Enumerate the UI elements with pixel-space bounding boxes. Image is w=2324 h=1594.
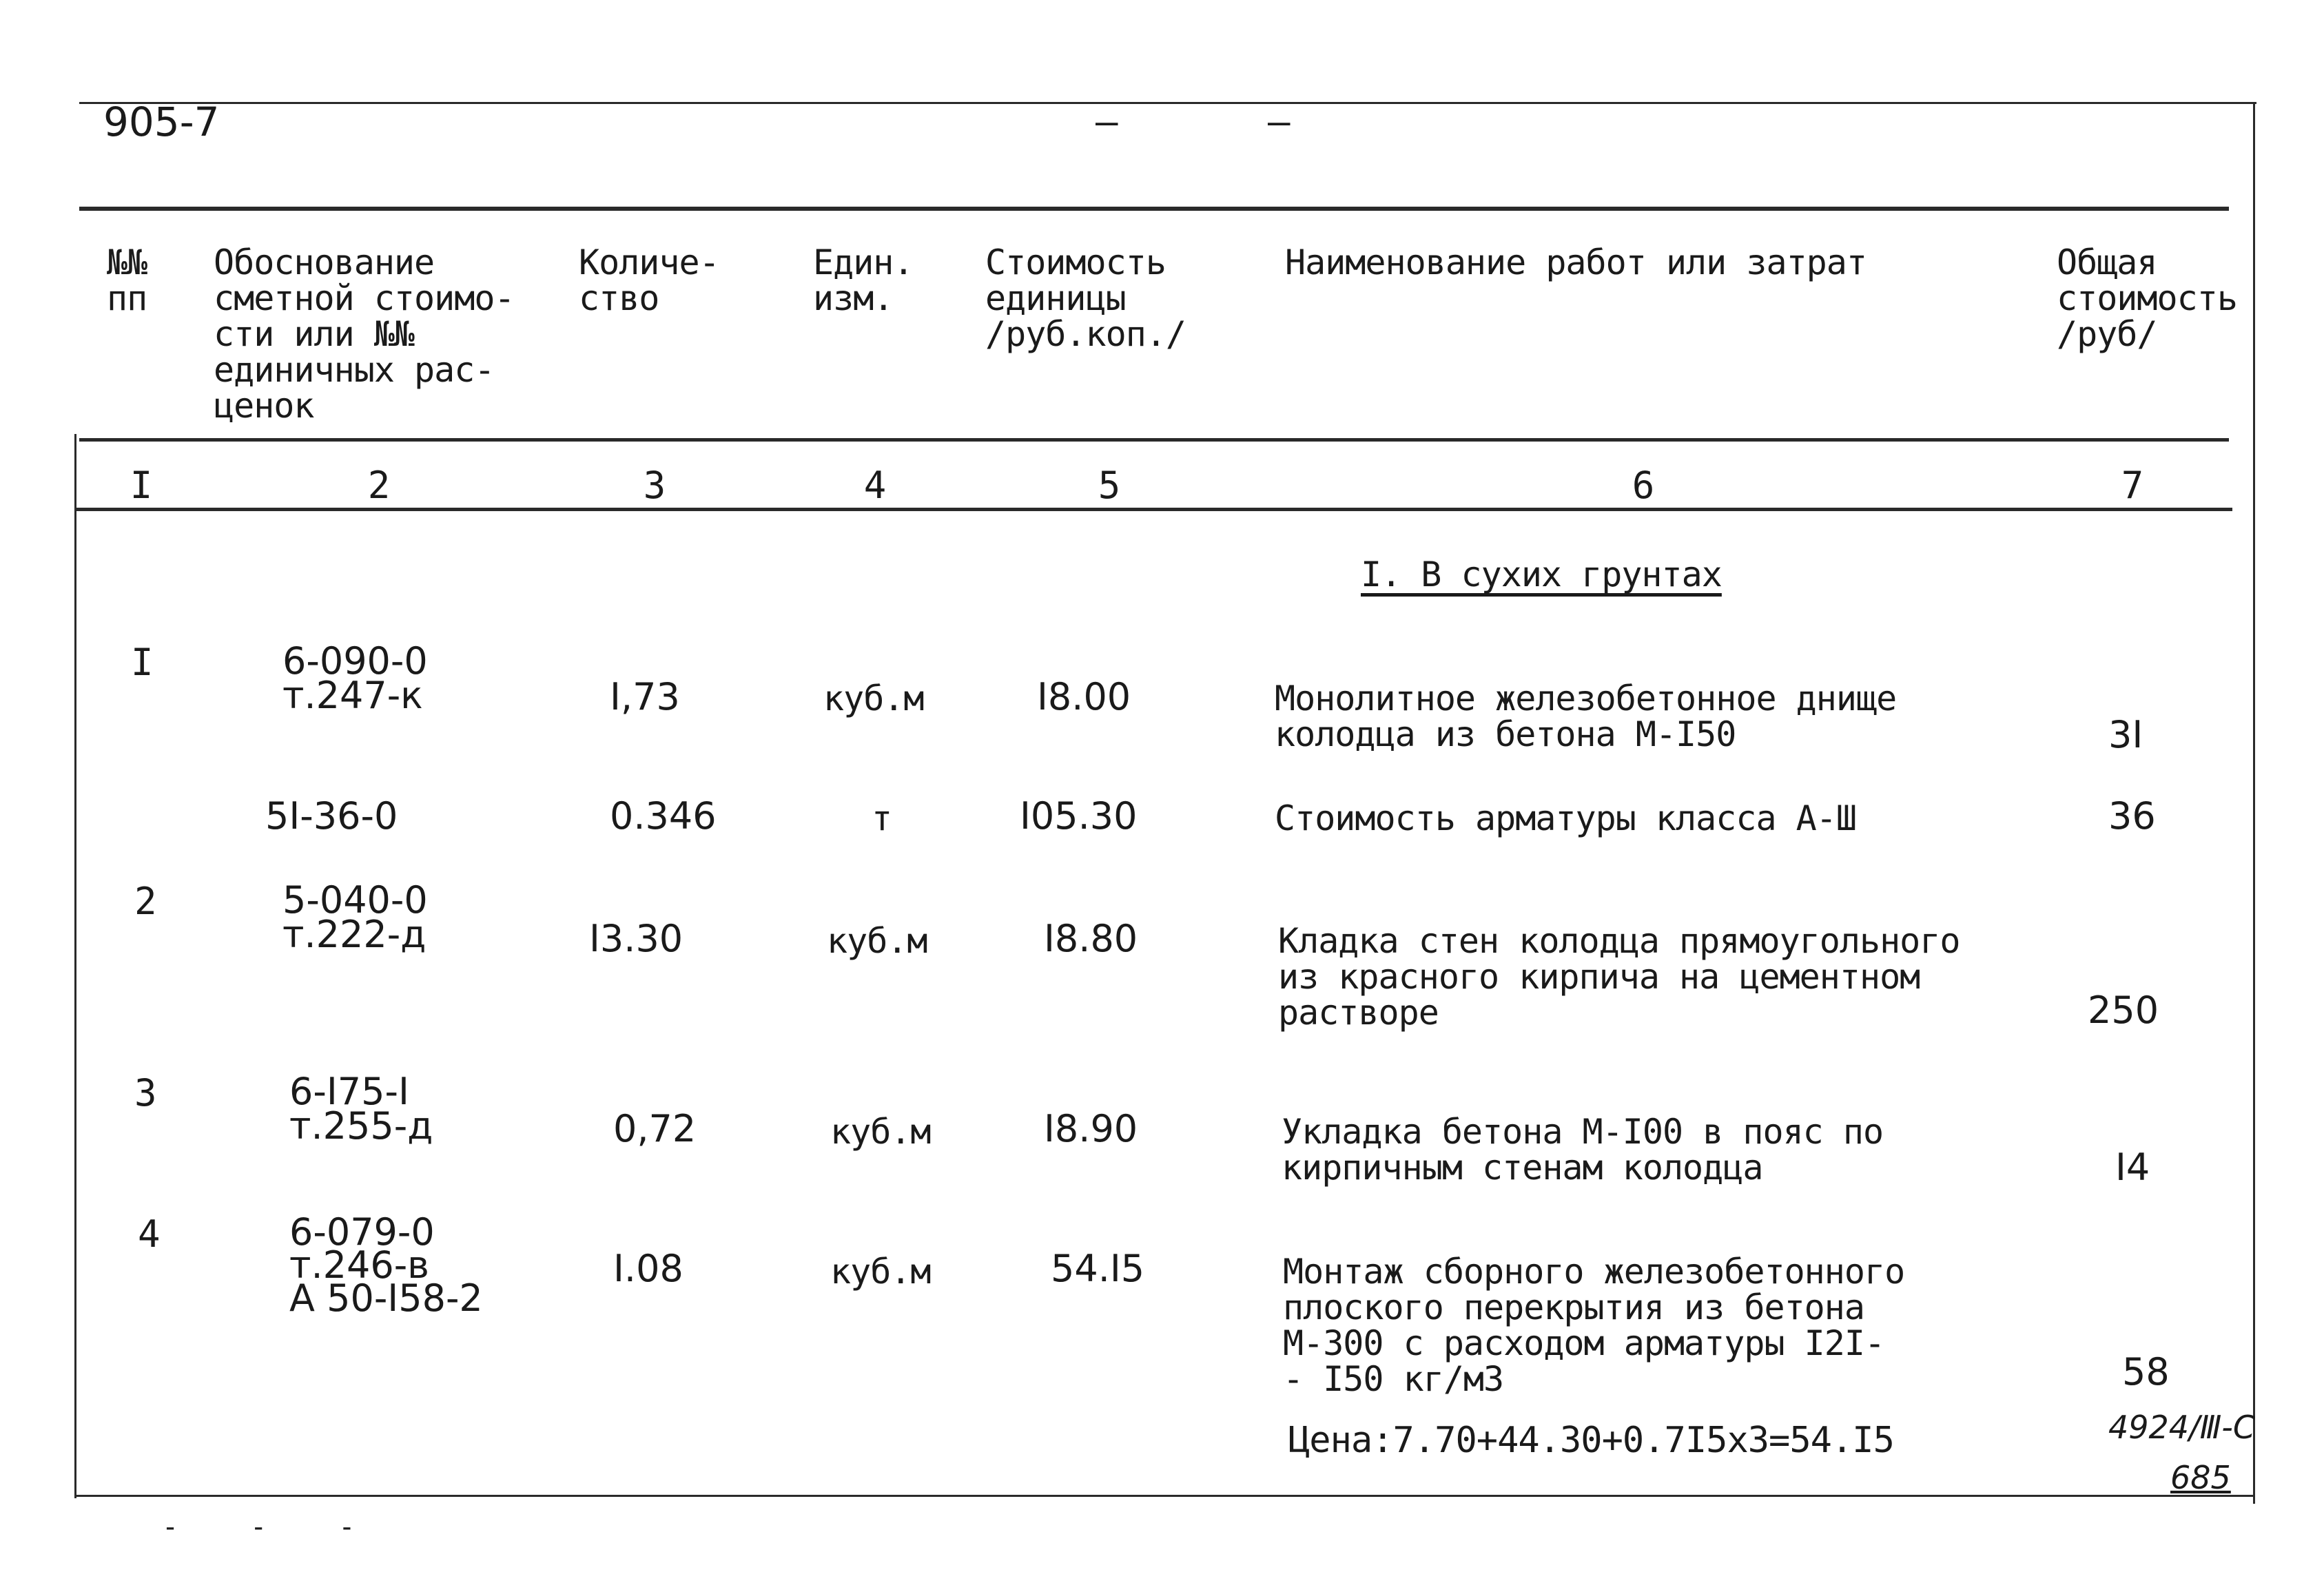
doc-code: 905-7 bbox=[103, 99, 220, 145]
col-number-2: 2 bbox=[367, 464, 391, 507]
row-1-unit: куб.м bbox=[823, 679, 924, 718]
bottom-border bbox=[76, 1495, 2253, 1497]
row-1-ref: 6-090-0 т.247-к bbox=[282, 639, 428, 717]
row-4-price: I8.90 bbox=[1044, 1107, 1138, 1150]
row-4-desc: Укладка бетона М-I00 в пояс по кирпичным стенам колодца bbox=[1282, 1112, 1884, 1188]
left-border bbox=[74, 434, 76, 1498]
header-col7: Общая стоимость /руб/ bbox=[2057, 242, 2237, 354]
price-note: Цена:7.70+44.30+0.7I5х3=54.I5 bbox=[1288, 1420, 1894, 1461]
bottom-marks: - - - bbox=[162, 1511, 383, 1543]
row-3-number: 2 bbox=[134, 880, 157, 923]
row-5-total: 58 bbox=[2122, 1350, 2170, 1394]
sheet-number: 685 bbox=[2170, 1459, 2231, 1496]
row-2-desc: Стоимость арматуры класса А-Ш bbox=[1275, 798, 1856, 838]
col-number-7: 7 bbox=[2121, 464, 2144, 507]
row-3-desc: Кладка стен колодца прямоугольного из красного кирпича на цементном растворе bbox=[1278, 921, 1960, 1033]
row-5-number: 4 bbox=[138, 1212, 161, 1256]
row-1-number: I bbox=[131, 641, 154, 684]
row-3-unit: куб.м bbox=[827, 921, 927, 961]
top-border bbox=[79, 102, 2256, 104]
col-number-1: I bbox=[130, 464, 153, 507]
row-2-total: 36 bbox=[2108, 794, 2156, 838]
sheet-ref: 4924/Ⅲ-C bbox=[2108, 1409, 2255, 1446]
row-3-qty: I3.30 bbox=[589, 917, 683, 960]
row-2-price: I05.30 bbox=[1020, 794, 1138, 838]
row-1-desc: Монолитное железобетонное днище колодца из бетона М-I50 bbox=[1275, 679, 1897, 754]
row-4-ref: 6-I75-I т.255-д bbox=[289, 1070, 433, 1148]
row-4-qty: 0,72 bbox=[613, 1107, 697, 1150]
row-4-number: 3 bbox=[134, 1071, 157, 1115]
top-mark-2: – bbox=[1268, 100, 1290, 143]
row-1-price: I8.00 bbox=[1037, 675, 1131, 718]
header-col1: №№ пп bbox=[107, 242, 147, 318]
header-top-rule bbox=[79, 207, 2229, 211]
row-3-ref: 5-040-0 т.222-д bbox=[282, 878, 428, 956]
top-mark-1: – bbox=[1096, 100, 1118, 143]
row-1-qty: I,73 bbox=[610, 675, 680, 718]
right-border bbox=[2253, 102, 2255, 1504]
header-col3: Количе- ство bbox=[579, 242, 719, 318]
row-5-desc: Монтаж сборного железобетонного плоского перекрытия из бетона М-300 с расходом арматуры I2I- - I50 кг/м3 bbox=[1283, 1252, 1905, 1399]
row-5-ref: 6-079-0 т.246-в А 50-I58-2 bbox=[289, 1210, 483, 1320]
header-col6: Наименование работ или затрат bbox=[1285, 242, 1867, 282]
row-2-ref: 5I-36-0 bbox=[265, 794, 398, 838]
section-title: I. В сухих грунтах bbox=[1361, 555, 1722, 594]
header-col2: Обоснование сметной стоимо- сти или №№ единичных рас- ценок bbox=[214, 242, 515, 426]
header-bottom-rule bbox=[79, 438, 2229, 442]
row-5-price: 54.I5 bbox=[1051, 1247, 1145, 1290]
row-2-unit: т bbox=[872, 798, 892, 838]
row-4-unit: куб.м bbox=[830, 1112, 931, 1152]
row-4-total: I4 bbox=[2115, 1146, 2150, 1189]
col-number-5: 5 bbox=[1098, 464, 1121, 507]
row-3-total: 250 bbox=[2088, 989, 2159, 1032]
header-col4: Един. изм. bbox=[813, 242, 914, 318]
col-number-6: 6 bbox=[1632, 464, 1655, 507]
col-numbers-rule bbox=[76, 508, 2232, 511]
row-1-total: 3I bbox=[2108, 713, 2143, 756]
header-col5: Стоимость единицы /руб.коп./ bbox=[985, 242, 1186, 354]
row-5-qty: I.08 bbox=[613, 1247, 683, 1290]
row-5-unit: куб.м bbox=[830, 1252, 931, 1292]
row-2-qty: 0.346 bbox=[610, 794, 717, 838]
row-3-price: I8.80 bbox=[1044, 917, 1138, 960]
col-number-3: 3 bbox=[643, 464, 666, 507]
col-number-4: 4 bbox=[863, 464, 887, 507]
